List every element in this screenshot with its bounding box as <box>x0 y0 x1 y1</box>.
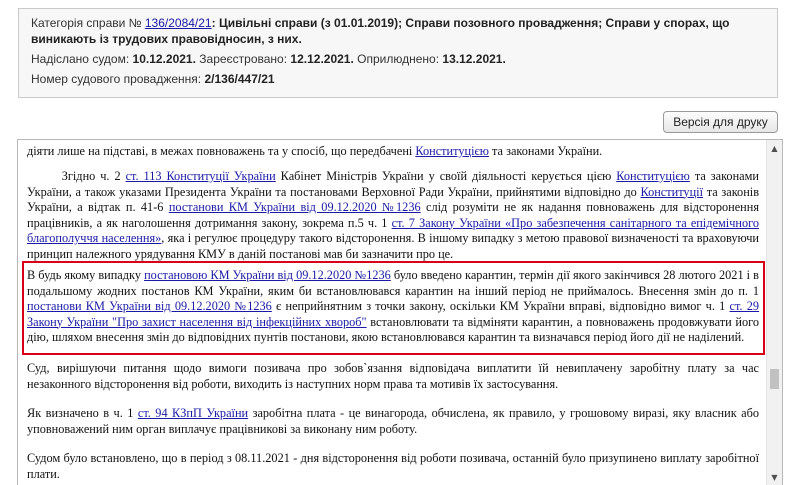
registered-label: Зареєстровано: <box>199 52 288 66</box>
text: , яка і регулює процедуру такого відсторонення. В іншому випадку з метою правової визначеності та враховуючи принцип належного урядування КМУ в даній постанові мав би зазначити про це. <box>27 231 760 261</box>
sent-date: 10.12.2021. <box>132 52 196 66</box>
text: В будь якому випадку <box>27 268 145 282</box>
proceeding-label: Номер судового провадження: <box>31 72 202 86</box>
published-label: Оприлюднено: <box>357 52 440 66</box>
case-category-row <box>31 15 767 47</box>
text: заробітна плата - це винагорода, обчислена, як правило, у грошовому виразі, яку власник або уповноважений ним орган виплачує працівникові за виконану ним роботу. <box>27 406 760 436</box>
text: та законами України, а також указами Президента України та постановами Верховної Ради України, прийнятими відповідно до <box>27 169 759 199</box>
resolution-link[interactable]: постановою КМ України від 09.12.2020 №1236 <box>144 268 391 282</box>
scroll-up-arrow-icon[interactable]: ▲ <box>771 144 778 153</box>
constitution-link[interactable]: Конституцією <box>616 169 690 183</box>
proceeding-row <box>31 71 767 87</box>
case-dates-row <box>31 51 767 67</box>
law-link[interactable]: ст. 29 Закону України "Про захист населення від інфекційних хвороб" <box>27 299 760 329</box>
resolution-link[interactable]: постанови КМ України від 09.12.2020 №1236 <box>168 200 421 214</box>
highlight-box <box>22 261 765 355</box>
paragraph-1 <box>27 144 759 160</box>
text: Суд, вирішуючи питання щодо вимоги позивача про зобов`язання відповідача виплатити їй невиплачену заробітну плату за час незаконного відсторонення від роботи, виходить із наступних норм права та мотивів їх застосування. <box>27 361 759 391</box>
labour-code-link[interactable]: ст. 94 КЗпП України <box>137 406 249 420</box>
law-link[interactable]: ст. 7 Закону України «Про забезпечення санітарного та епідемічного благополуччя населення» <box>27 215 759 245</box>
category-label: Категорія справи № <box>31 16 142 30</box>
print-version-button[interactable]: Версія для друку <box>663 111 778 133</box>
paragraph-5 <box>27 406 759 437</box>
text: та законами України. <box>488 144 603 158</box>
vertical-scrollbar[interactable] <box>766 140 782 485</box>
text: Як визначено в ч. 1 <box>27 406 138 420</box>
constitution-link[interactable]: Конституцією <box>415 144 489 158</box>
category-text: : Цивільні справи (з 01.01.2019); Справи позовного провадження; Справи у спорах, що виникають із трудових правовідносин, з них. <box>31 16 730 46</box>
text: є неприйнятним з точки закону, оскільки КМ України вправі, відповідно вимог ч. 1 <box>271 299 730 313</box>
text: встановлювати та відміняти карантин, а повноважень продовжувати його дію, шляхом внесення змін до відповідних пунтів постанови, якою встановлювався карантин та визначався період його дії не наділений. <box>27 314 759 344</box>
scroll-thumb[interactable] <box>770 369 779 389</box>
text: було введено карантин, термін дії якого закінчився 28 лютого 2021 і в подальшому жодних постанов КМ України, яким би встановлювався карантин на інший період не приймалось. Внесення змін до п. 1 <box>27 268 759 298</box>
scroll-down-arrow-icon[interactable]: ▼ <box>771 473 778 482</box>
registered-date: 12.12.2021. <box>290 52 354 66</box>
text: діяти лише на підставі, в межах повноважень та у спосіб, що передбачені <box>27 144 416 158</box>
published-date: 13.12.2021. <box>442 52 506 66</box>
document-viewer[interactable] <box>17 139 783 485</box>
paragraph-6 <box>27 451 759 482</box>
text: Судом було встановлено, що в період з 08.11.2021 - дня відсторонення від роботи позивача, останній було призупинено виплату заробітної плати. <box>27 451 759 481</box>
resolution-link[interactable]: постанови КМ України від 09.12.2020 №1236 <box>27 299 272 313</box>
paragraph-4 <box>27 361 759 392</box>
text: Згідно ч. 2 <box>61 169 126 183</box>
text: слід розуміти не як надання повноважень для відсторонення працівників, а як наголошення дотримання закону, зокрема п.5 ч. 1 <box>27 200 759 230</box>
sent-label: Надіслано судом: <box>31 52 130 66</box>
constitution-link[interactable]: Конституції <box>640 184 703 199</box>
proceeding-number: 2/136/447/21 <box>204 72 275 86</box>
paragraph-2 <box>27 169 759 262</box>
text: Кабінет Міністрів України у своїй діяльності керується цією <box>275 169 617 183</box>
case-info-panel <box>18 8 778 98</box>
text: та законів України, а відтак п. 41-6 <box>27 184 759 214</box>
case-number-link[interactable]: 136/2084/21 <box>144 16 212 30</box>
art113-link[interactable]: ст. 113 Конституції України <box>125 169 276 183</box>
